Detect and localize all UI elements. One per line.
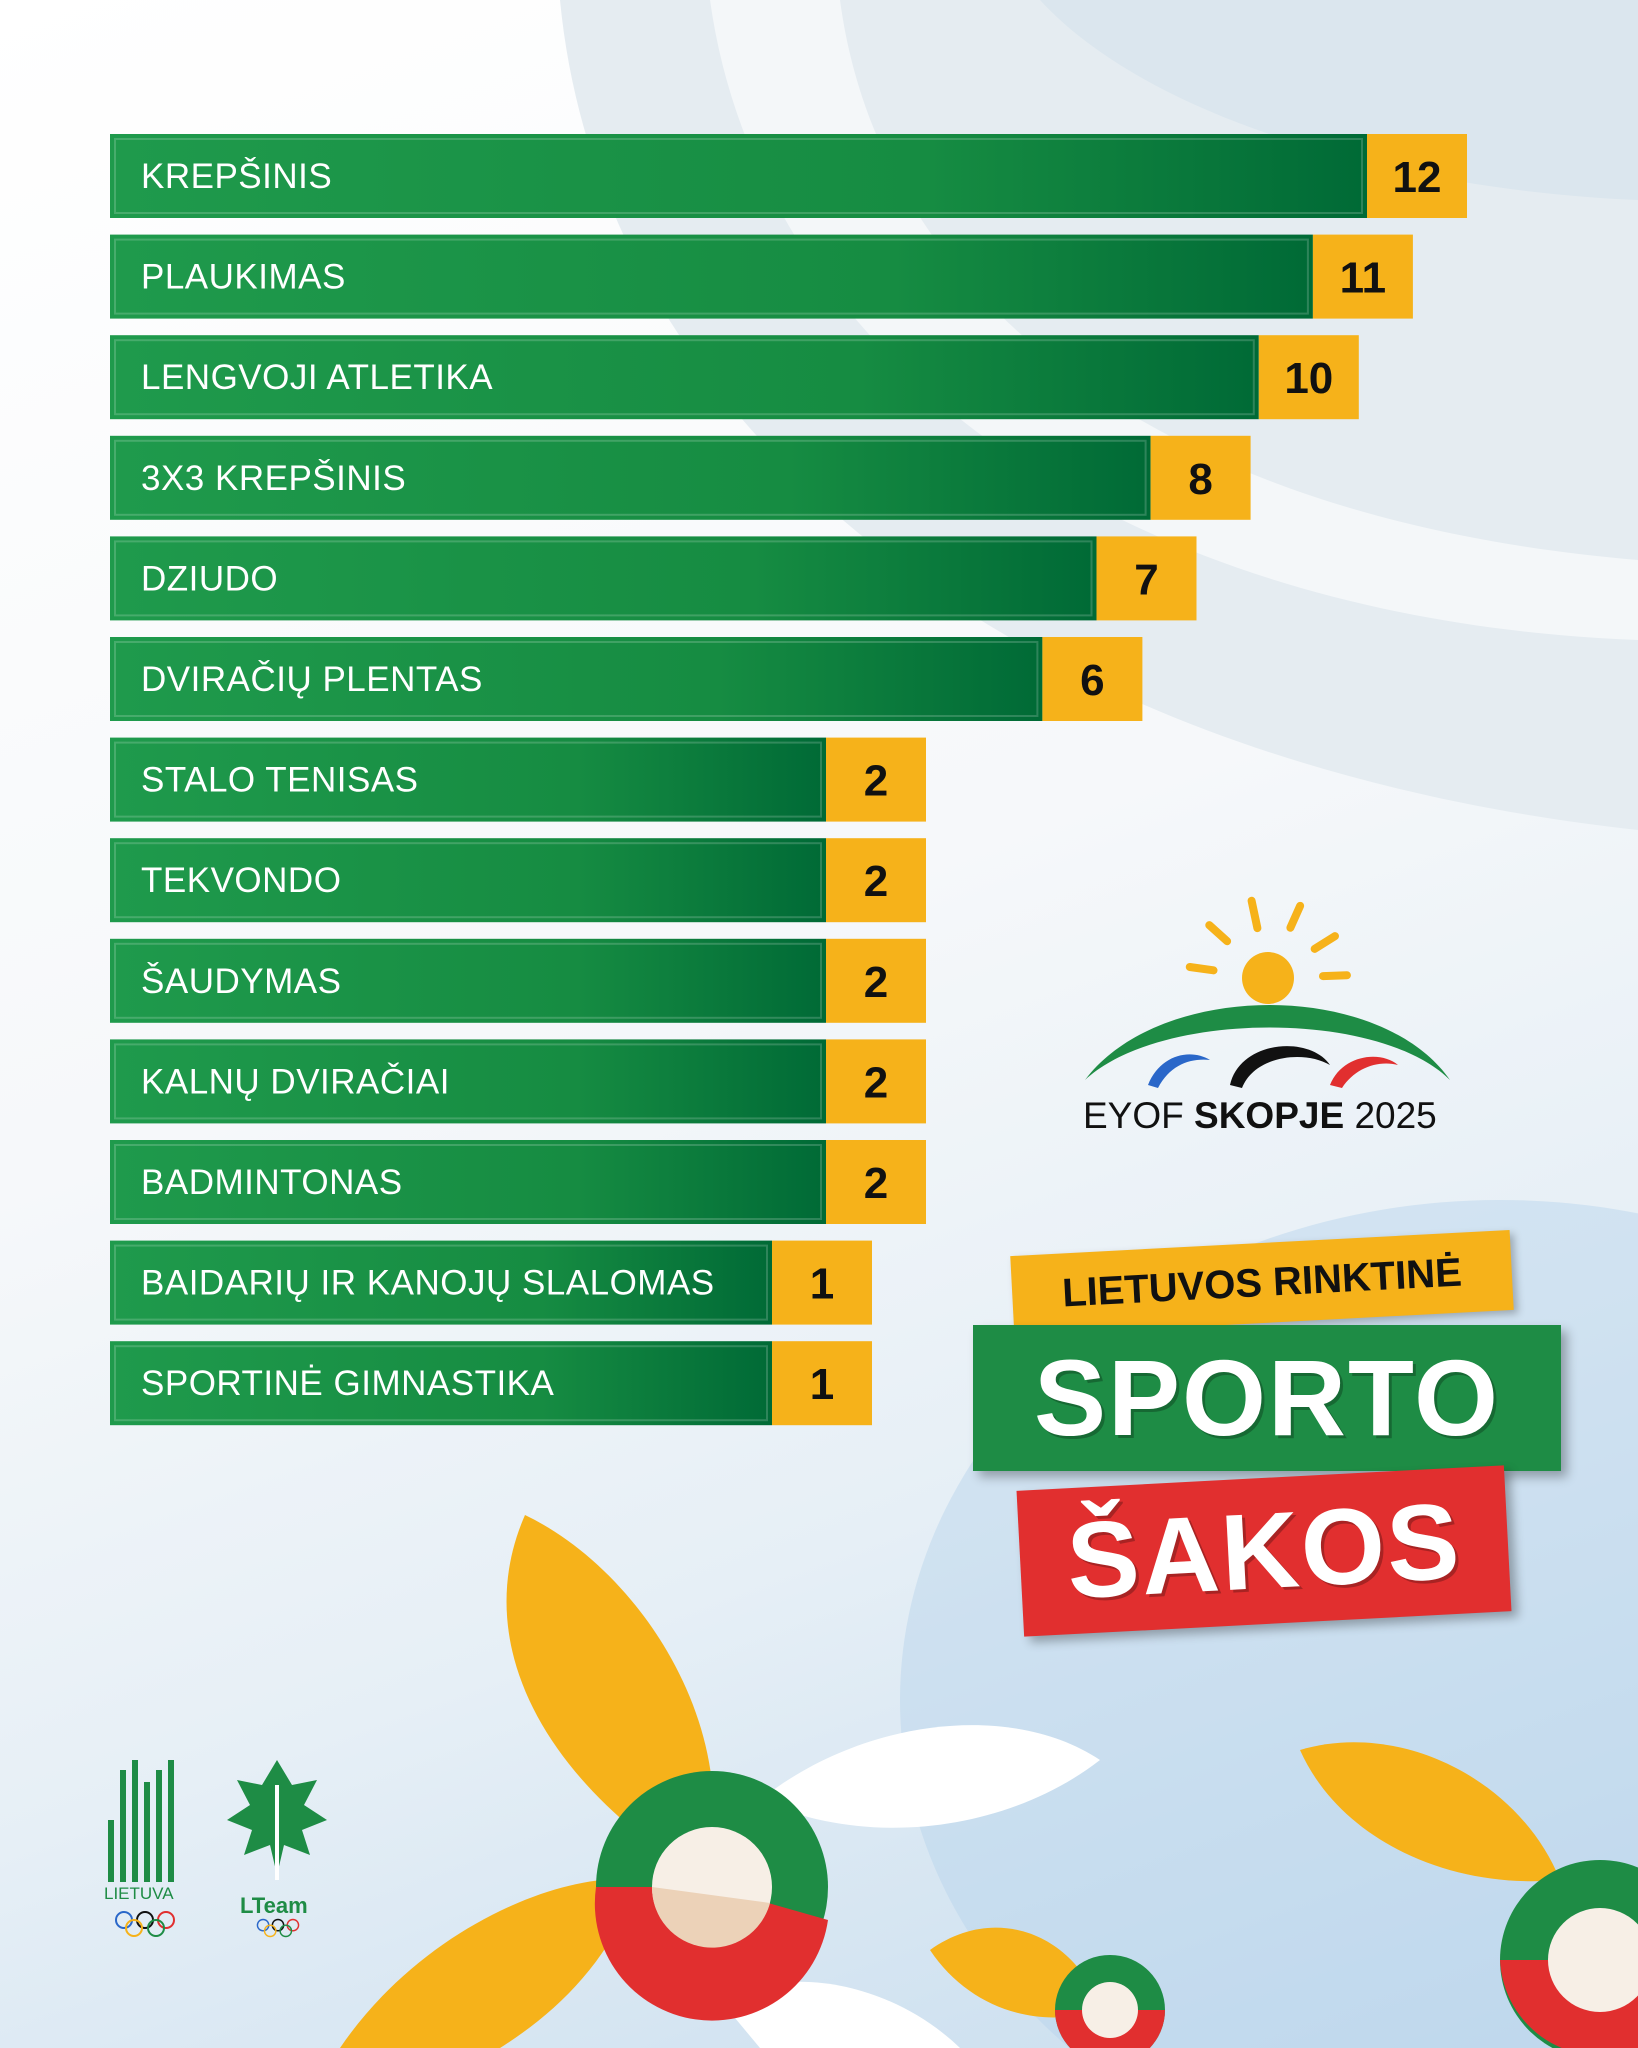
bar-value-label: 2: [863, 957, 889, 1007]
bar-label: DZIUDO: [141, 559, 279, 599]
bar-value-label: 2: [863, 1159, 889, 1208]
bar-label: BADMINTONAS: [141, 1163, 403, 1202]
bar-value-label: 1: [809, 1360, 835, 1410]
sun-icon: [1185, 896, 1351, 1004]
eyof-title: [1083, 1095, 1463, 1137]
bar-value-label: 8: [1188, 454, 1213, 504]
title-line-2: ŠAKOS: [1017, 1465, 1512, 1636]
bar-value-label: 10: [1284, 354, 1334, 404]
team-tag: LIETUVOS RINKTINĖ: [1010, 1230, 1514, 1336]
bar-value-label: 2: [863, 756, 889, 806]
bar-value-label: 2: [863, 1058, 889, 1108]
red-arc: [1330, 1057, 1398, 1088]
bar-value-label: 6: [1080, 656, 1105, 705]
olympic-rings-icon: [114, 1910, 176, 1938]
bar-label: 3X3 KREPŠINIS: [141, 458, 407, 498]
bar-label: BAIDARIŲ IR KANOJŲ SLALOMAS: [141, 1263, 715, 1303]
green-arc: [1085, 1005, 1450, 1080]
olympic-rings-icon: [256, 1918, 300, 1938]
bar-label: KREPŠINIS: [141, 157, 333, 196]
bar-value-label: 7: [1134, 555, 1159, 605]
bar-label: SPORTINĖ GIMNASTIKA: [141, 1364, 555, 1404]
black-arc: [1230, 1046, 1330, 1088]
lteam-leaf-logo: [222, 1755, 332, 1905]
title-line-1: SPORTO: [973, 1325, 1561, 1471]
bar-label: DVIRAČIŲ PLENTAS: [141, 660, 483, 699]
bar-value-label: 11: [1339, 253, 1387, 303]
eyof-prefix: EYOF: [1083, 1095, 1184, 1136]
bar-value-label: 12: [1392, 153, 1442, 202]
bar-label: KALNŲ DVIRAČIAI: [141, 1062, 450, 1102]
bar-label: LENGVOJI ATLETIKA: [141, 358, 494, 398]
bar-value-label: 1: [809, 1259, 835, 1309]
eyof-city: SKOPJE: [1194, 1095, 1345, 1136]
blue-arc: [1148, 1054, 1210, 1088]
bar-value-label: 2: [863, 857, 889, 907]
eyof-year: 2025: [1354, 1095, 1437, 1136]
bar-label: ŠAUDYMAS: [141, 961, 342, 1001]
bar-label: STALO TENISAS: [141, 760, 419, 800]
lteam-label: LTeam: [240, 1893, 308, 1918]
bar-label: TEKVONDO: [141, 861, 342, 901]
bars-group: [110, 134, 1467, 1425]
bar-label: PLAUKIMAS: [141, 257, 346, 297]
lietuva-label: LIETUVA: [104, 1884, 174, 1903]
